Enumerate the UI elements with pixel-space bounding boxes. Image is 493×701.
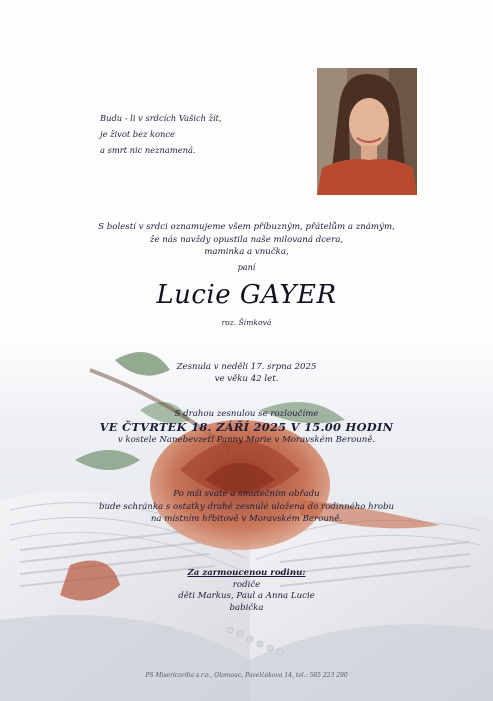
family-member: babička — [229, 602, 264, 613]
funeral-service-footer: PS Misericordia s.r.o., Olomouc, Pavelčákova 14, tel.: 585 223 290 — [145, 672, 348, 679]
memorial-verse — [100, 110, 300, 158]
honorific: paní — [237, 263, 256, 272]
announcement-line: S bolestí v srdci oznamujeme všem příbuzným, přátelům a známým, — [98, 222, 395, 232]
verse-line: a smrt nic neznamená. — [100, 145, 196, 155]
ceremony-place: v kostele Nanebevzetí Panny Marie v Moravském Berouně. — [117, 434, 376, 445]
ceremony-info — [60, 408, 433, 446]
family-heading: Za zarmoucenou rodinu: — [187, 568, 306, 578]
family-member: děti Markus, Paul a Anna Lucie — [178, 591, 315, 601]
death-age: ve věku 42 let. — [214, 374, 279, 384]
maiden-name: roz. Šimková — [221, 318, 272, 327]
burial-info — [60, 488, 433, 526]
burial-line: Po mši svaté a smutečním obřadu — [173, 489, 320, 499]
deceased-name: Lucie GAYER — [156, 280, 337, 310]
ceremony-date-time: VE ČTVRTEK 18. ZÁŘÍ 2025 V 15.00 HODIN — [99, 419, 394, 434]
mourning-family — [60, 568, 433, 614]
burial-line: na místním hřbitově v Moravském Berouně. — [150, 514, 343, 524]
death-date: Zesnula v neděli 17. srpna 2025 — [176, 362, 317, 372]
family-member: rodiče — [232, 579, 261, 590]
announcement-line: maminka a vnučka, — [204, 247, 289, 257]
verse-line: je život bez konce — [100, 129, 175, 139]
burial-line: bude schránka s ostatky drahé zesnulé uložena do rodinného hrobu — [98, 501, 395, 512]
announcement-text — [60, 221, 433, 259]
portrait-photo — [317, 68, 417, 195]
ceremony-intro: S drahou zesnulou se rozloučíme — [174, 409, 319, 419]
announcement-line: že nás navždy opustila naše milovaná dcera, — [149, 234, 344, 245]
verse-line: Budu - li v srdcích Vašich žít, — [100, 113, 222, 123]
death-info — [60, 361, 433, 385]
